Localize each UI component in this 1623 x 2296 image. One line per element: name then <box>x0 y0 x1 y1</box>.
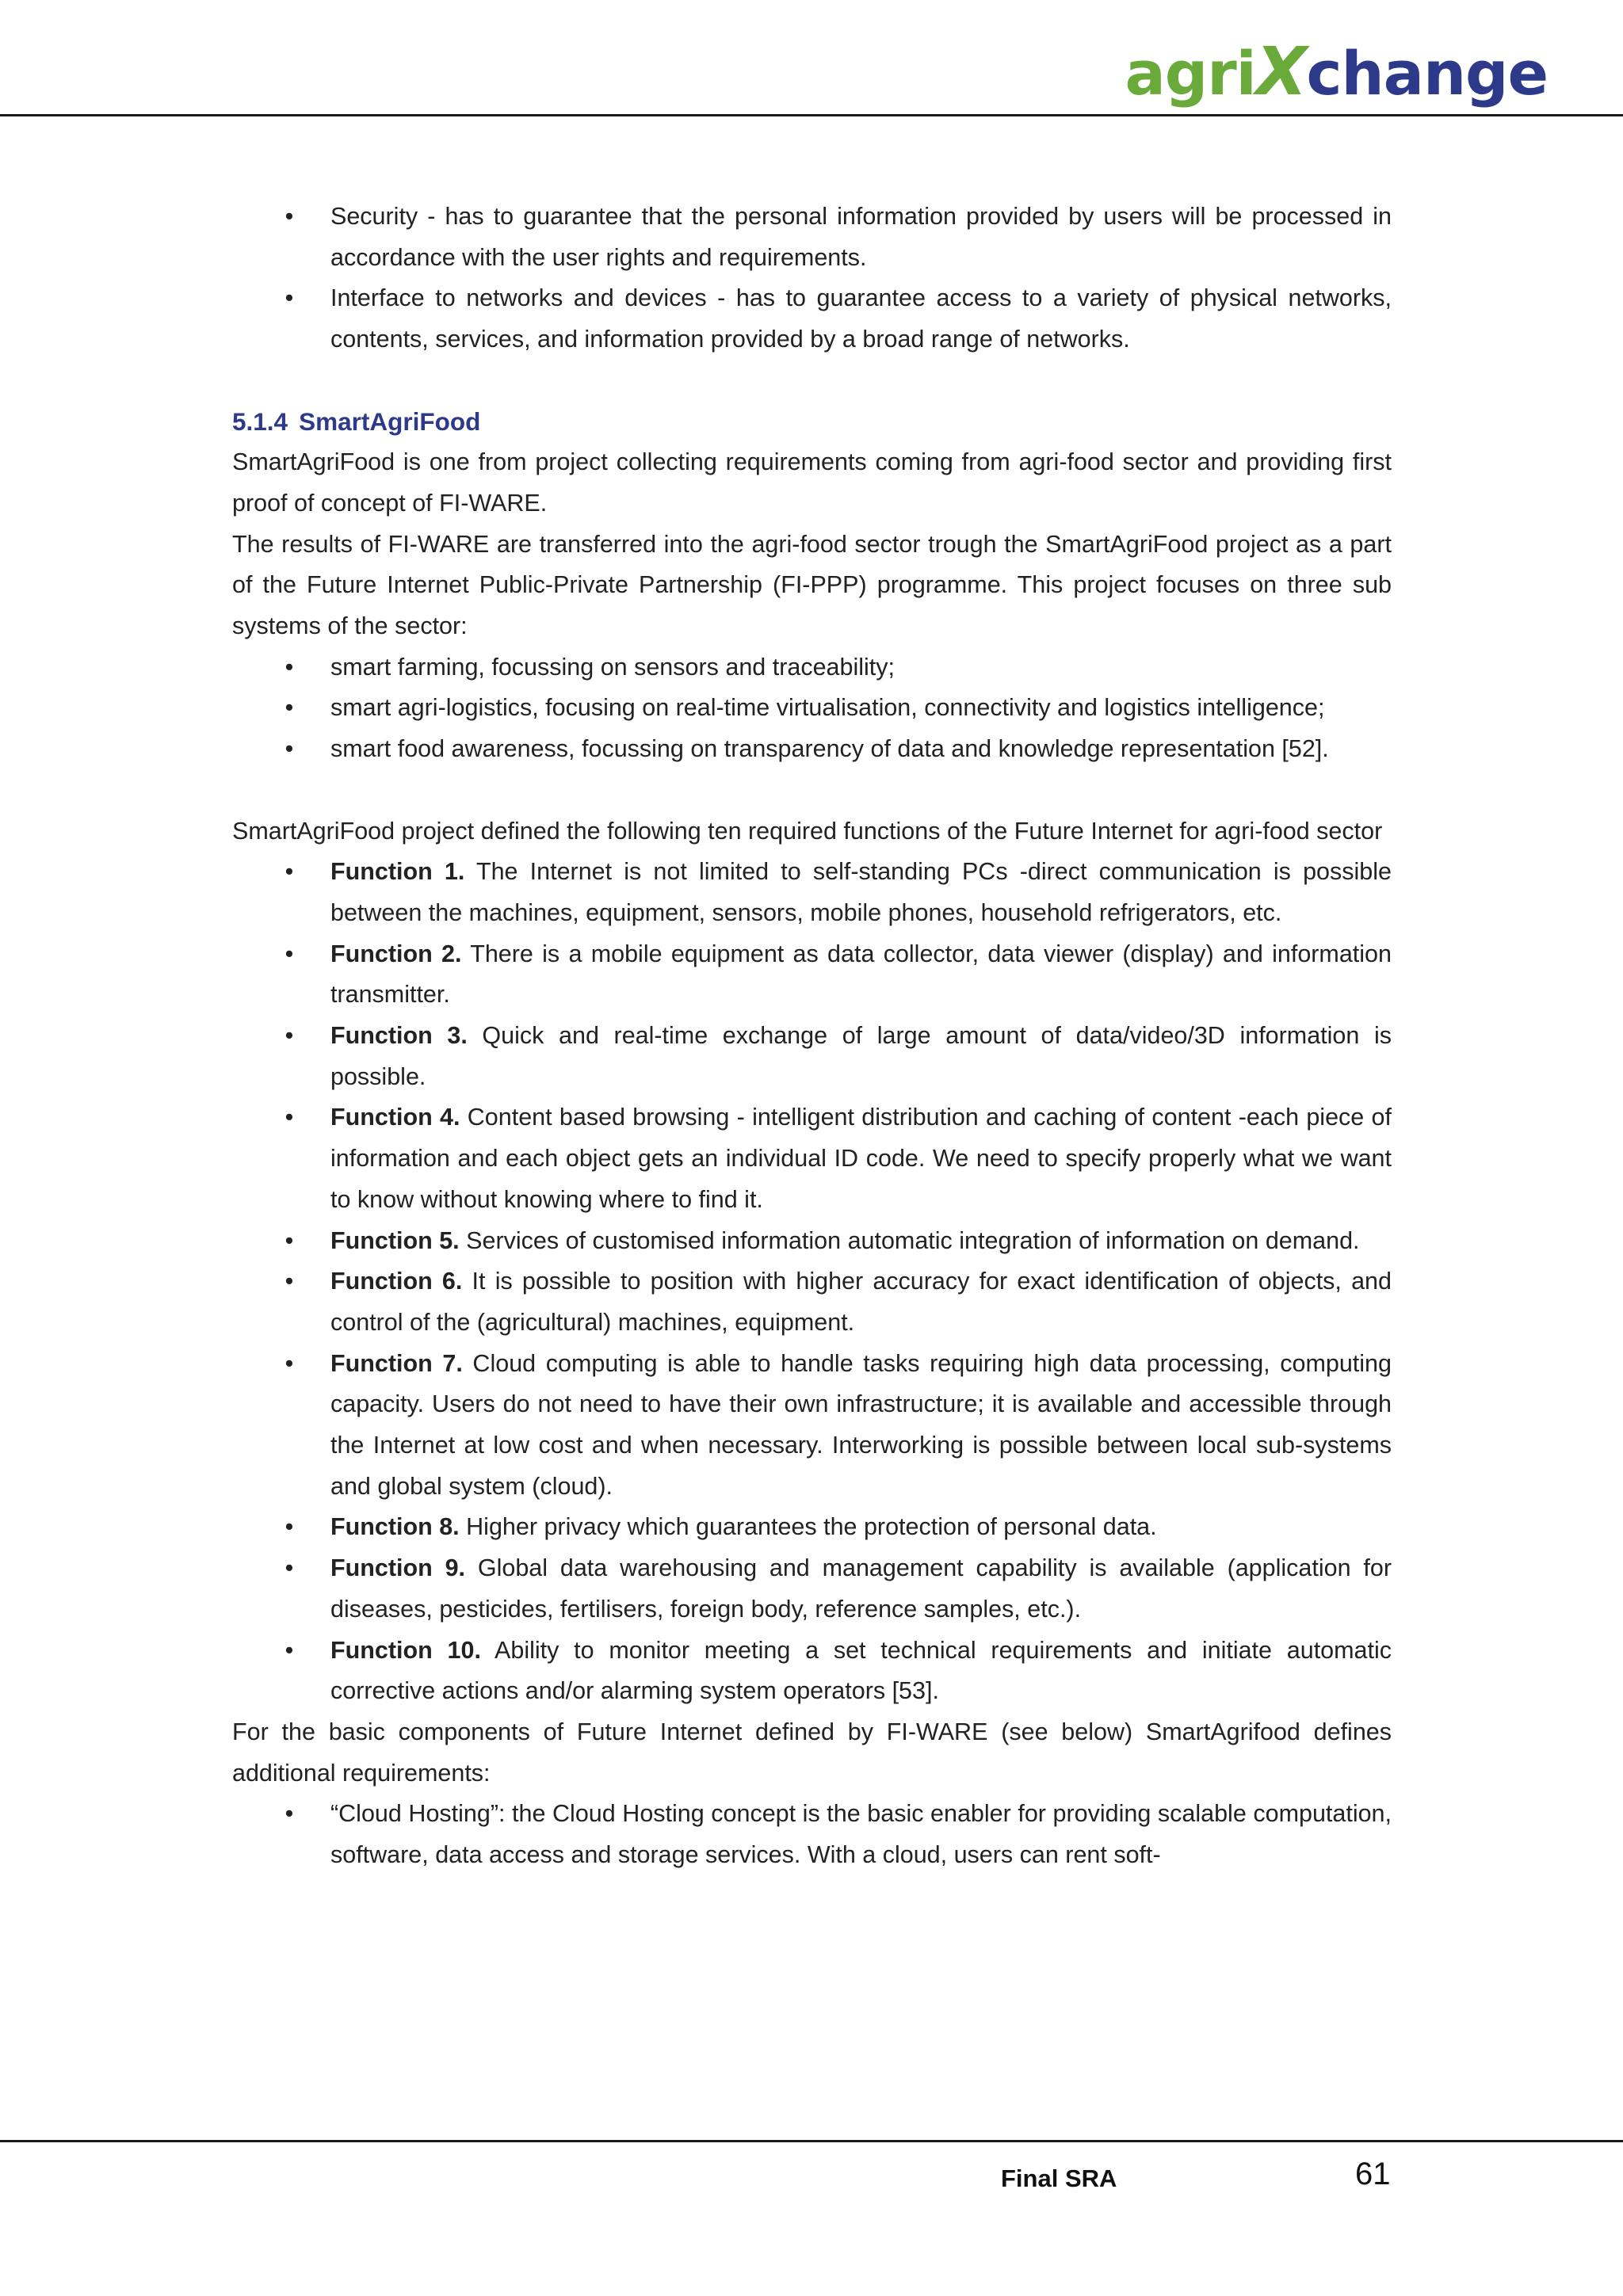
bullet-icon: • <box>285 284 294 312</box>
bullet-icon: • <box>285 1022 294 1050</box>
section-number: 5.1.4 <box>232 406 288 436</box>
paragraph-functions-intro: SmartAgriFood project defined the following ten required functions of the Future Internet for agri-food sector <box>232 817 1383 845</box>
list-item-text: smart farming, focussing on sensors and traceability; <box>330 653 895 681</box>
bullet-icon: • <box>285 1104 294 1131</box>
bullet-icon: • <box>285 1513 294 1541</box>
list-item <box>232 1507 1392 1548</box>
bullet-icon: • <box>285 1349 294 1377</box>
list-item <box>232 1016 1392 1097</box>
list-item-text: “Cloud Hosting”: the Cloud Hosting concept is the basic enabler for providing scalable computation, software, data access and storage services. With a cloud, users can rent soft- <box>330 1800 1392 1869</box>
list-item <box>232 1221 1392 1262</box>
logo-x: X <box>1255 32 1307 110</box>
function-label: Function 7. <box>330 1349 463 1377</box>
requirements-bullet-list <box>232 1794 1392 1875</box>
list-item-text: Interface to networks and devices - has to guarantee access to a variety of physical networks, contents, services, and information provided by a broad range of networks. <box>330 284 1392 353</box>
agrixchange-logo <box>1125 32 1548 111</box>
spacer <box>232 360 1392 402</box>
list-item-text: Security - has to guarantee that the personal information provided by users will be processed in accordance with the user rights and requirements. <box>330 203 1392 271</box>
list-item <box>232 1794 1392 1875</box>
paragraph-components: For the basic components of Future Internet defined by FI-WARE (see below) SmartAgrifood defines additional requirements: <box>232 1718 1392 1787</box>
function-text: It is possible to position with higher accuracy for exact identification of objects, and control of the (agricultural) machines, equipment. <box>330 1268 1392 1336</box>
bullet-icon: • <box>285 653 294 681</box>
bullet-icon: • <box>285 735 294 763</box>
logo-change: change <box>1306 38 1548 109</box>
function-label: Function 9. <box>330 1554 466 1582</box>
function-label: Function 5. <box>330 1226 460 1254</box>
list-item <box>232 1097 1392 1220</box>
function-text: Ability to monitor meeting a set technical requirements and initiate automatic corrective actions and/or alarming system operators [53]. <box>330 1636 1392 1705</box>
list-item <box>232 278 1392 360</box>
function-label: Function 3. <box>330 1022 468 1050</box>
bullet-icon: • <box>285 858 294 886</box>
page-number: 61 <box>1355 2157 1391 2191</box>
bullet-icon: • <box>285 940 294 967</box>
footer-document-label: Final SRA <box>1001 2164 1117 2192</box>
function-text: Higher privacy which guarantees the protection of personal data. <box>459 1513 1157 1541</box>
function-label: Function 10. <box>330 1636 481 1664</box>
logo-agri: agri <box>1125 38 1256 109</box>
bullet-icon: • <box>285 1636 294 1664</box>
page-content <box>232 196 1392 1876</box>
function-text: Quick and real-time exchange of large amount of data/video/3D information is possible. <box>330 1022 1392 1090</box>
function-label: Function 1. <box>330 858 465 886</box>
subsystem-bullet-list <box>232 647 1392 770</box>
list-item <box>232 852 1392 933</box>
paragraph-intro: SmartAgriFood is one from project collecting requirements coming from agri-food sector and providing first proof of concept of FI-WARE. <box>232 448 1392 517</box>
bullet-icon: • <box>285 1800 294 1828</box>
bullet-icon: • <box>285 1554 294 1582</box>
functions-bullet-list <box>232 852 1392 1712</box>
function-label: Function 2. <box>330 940 462 967</box>
list-item <box>232 647 1392 688</box>
section-heading <box>232 402 1392 443</box>
paragraph-results: The results of FI-WARE are transferred into the agri-food sector trough the SmartAgriFood project as a part of the Future Internet Public-Private Partnership (FI-PPP) programme. This project focuses on three sub systems of the sector: <box>232 530 1392 640</box>
bullet-icon: • <box>285 694 294 722</box>
function-text: Cloud computing is able to handle tasks requiring high data processing, computing capacity. Users do not need to have their own infrastructure; it is available and accessible through the Internet at low cost and when necessary. Interworking is possible between local sub-systems and global system (cloud). <box>330 1349 1392 1500</box>
list-item <box>232 1261 1392 1343</box>
section-title: SmartAgriFood <box>299 406 481 436</box>
function-text: Services of customised information automatic integration of information on demand. <box>459 1226 1360 1254</box>
function-label: Function 6. <box>330 1268 463 1295</box>
spacer <box>232 770 1392 811</box>
list-item <box>232 196 1392 278</box>
function-label: Function 8. <box>330 1513 460 1541</box>
intro-bullet-list <box>232 196 1392 360</box>
list-item <box>232 1344 1392 1508</box>
bullet-icon: • <box>285 1226 294 1254</box>
list-item-text: smart food awareness, focussing on transparency of data and knowledge representation [52]. <box>330 735 1329 763</box>
list-item <box>232 688 1392 729</box>
header-divider <box>0 114 1623 116</box>
list-item-text: smart agri-logistics, focusing on real-time virtualisation, connectivity and logistics intelligence; <box>330 694 1325 722</box>
function-text: The Internet is not limited to self-standing PCs -direct communication is possible between the machines, equipment, sensors, mobile phones, household refrigerators, etc. <box>330 858 1392 926</box>
function-text: There is a mobile equipment as data collector, data viewer (display) and information transmitter. <box>330 940 1392 1009</box>
list-item <box>232 934 1392 1016</box>
function-text: Content based browsing - intelligent distribution and caching of content -each piece of information and each object gets an individual ID code. We need to specify properly what we want to know without knowing where to find it. <box>330 1104 1392 1213</box>
bullet-icon: • <box>285 203 294 230</box>
list-item <box>232 1630 1392 1712</box>
function-text: Global data warehousing and management capability is available (application for diseases, pesticides, fertilisers, foreign body, reference samples, etc.). <box>330 1554 1392 1623</box>
footer-divider <box>0 2140 1623 2142</box>
bullet-icon: • <box>285 1268 294 1295</box>
function-label: Function 4. <box>330 1104 460 1131</box>
list-item <box>232 1548 1392 1630</box>
list-item <box>232 729 1392 770</box>
